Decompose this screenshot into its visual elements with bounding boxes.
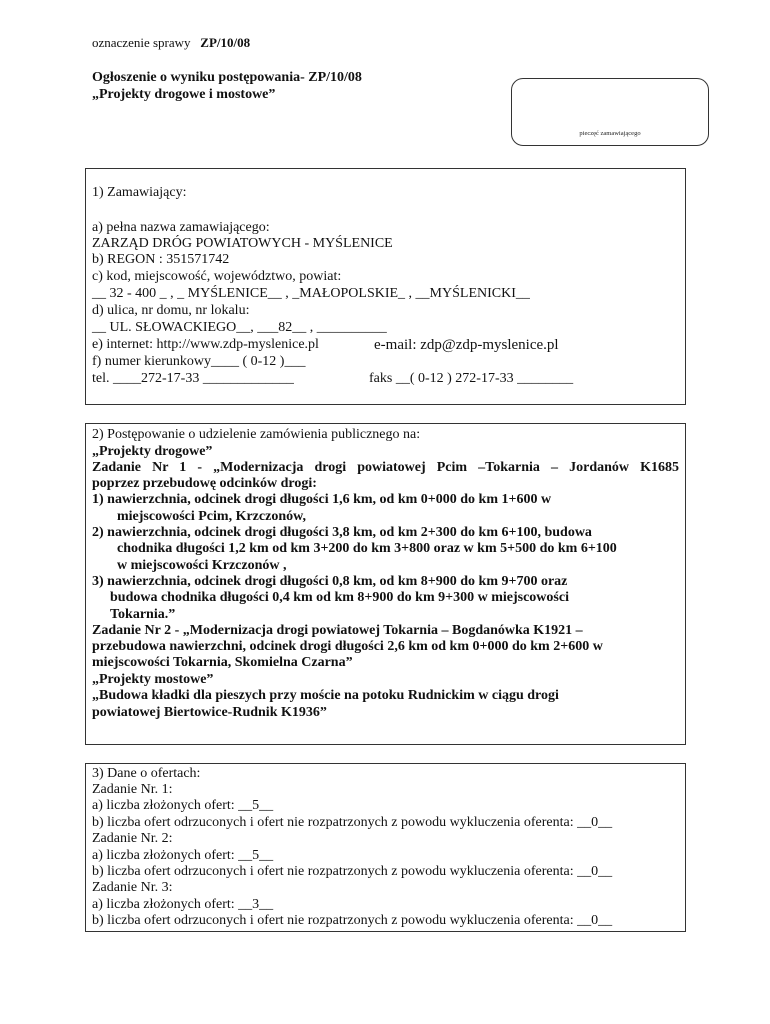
full-name-value: ZARZĄD DRÓG POWIATOWYCH - MYŚLENICE (92, 236, 393, 251)
address-label: c) kod, miejscowość, województwo, powiat: (92, 269, 342, 284)
stamp-box (511, 78, 709, 146)
section3-heading: 3) Dane o ofertach: (92, 766, 201, 781)
street-label: d) ulica, nr domu, nr lokalu: (92, 303, 250, 318)
offers-line: b) liczba ofert odrzuconych i ofert nie rozpatrzonych z powodu wykluczenia oferenta: __0__ (92, 913, 613, 928)
procedure-line: Zadanie Nr 1 - „Modernizacja drogi powiatowej Pcim –Tokarnia – Jordanów K1685 (92, 460, 679, 475)
procedure-line: w miejscowości Krzczonów , (117, 558, 287, 573)
document-title (92, 69, 362, 103)
procedure-line: chodnika długości 1,2 km od km 3+200 do km 3+800 oraz w km 5+500 do km 6+100 (117, 541, 617, 556)
section1-heading: 1) Zamawiający: (92, 185, 187, 200)
fax-line: faks __( 0-12 ) 272-17-33 ________ (369, 371, 574, 386)
procedure-line: miejscowości Tokarnia, Skomielna Czarna” (92, 655, 353, 670)
case-reference (92, 35, 250, 51)
procedure-line: powiatowej Biertowice-Rudnik K1936” (92, 705, 327, 720)
section-contracting-authority (85, 168, 686, 405)
procedure-line: „Budowa kładki dla pieszych przy moście na potoku Rudnickim w ciągu drogi (92, 688, 559, 703)
procedure-line: Tokarnia.” (110, 607, 176, 622)
procedure-line: poprzez przebudowę odcinków drogi: (92, 476, 317, 491)
offers-line: a) liczba złożonych ofert: __5__ (92, 798, 274, 813)
procedure-line: 1) nawierzchnia, odcinek drogi długości 1,6 km, od km 0+000 do km 1+600 w (92, 492, 552, 507)
section-procedure (85, 423, 686, 745)
stamp-label: pieczęć zamawiającego (579, 130, 641, 137)
procedure-line: miejscowości Pcim, Krzczonów, (117, 509, 306, 524)
offers-line: a) liczba złożonych ofert: __5__ (92, 848, 274, 863)
title-line-2: „Projekty drogowe i mostowe” (92, 87, 276, 102)
procedure-line: „Projekty drogowe” (92, 444, 213, 459)
procedure-line: 3) nawierzchnia, odcinek drogi długości 0,8 km, od km 8+900 do km 9+700 oraz (92, 574, 568, 589)
telephone-line: tel. ____272-17-33 _____________ (92, 371, 294, 386)
email-line: e-mail: zdp@zdp-myslenice.pl (374, 337, 559, 353)
procedure-line: przebudowa nawierzchni, odcinek drogi długości 2,6 km od km 0+000 do km 2+600 w (92, 639, 603, 654)
procedure-line: Zadanie Nr 2 - „Modernizacja drogi powiatowej Tokarnia – Bogdanówka K1921 – (92, 623, 583, 638)
case-reference-code: ZP/10/08 (200, 35, 251, 50)
regon-line: b) REGON : 351571742 (92, 252, 230, 267)
procedure-line: budowa chodnika długości 0,4 km od km 8+900 do km 9+300 w miejscowości (110, 590, 569, 605)
procedure-line: 2) nawierzchnia, odcinek drogi długości 3,8 km, od km 2+300 do km 6+100, budowa (92, 525, 592, 540)
full-name-label: a) pełna nazwa zamawiającego: (92, 220, 270, 235)
offers-line: Zadanie Nr. 2: (92, 831, 173, 846)
procedure-line: „Projekty mostowe” (92, 672, 214, 687)
area-code-line: f) numer kierunkowy____ ( 0-12 )___ (92, 354, 306, 369)
address-value: __ 32 - 400 _ , _ MYŚLENICE__ , _MAŁOPOLSKIE_ , __MYŚLENICKI__ (92, 286, 530, 301)
offers-line: Zadanie Nr. 1: (92, 782, 173, 797)
offers-line: b) liczba ofert odrzuconych i ofert nie rozpatrzonych z powodu wykluczenia oferenta: __0__ (92, 815, 613, 830)
internet-line: e) internet: http://www.zdp-myslenice.pl (92, 337, 319, 352)
case-reference-label: oznaczenie sprawy (92, 35, 191, 50)
offers-line: a) liczba złożonych ofert: __3__ (92, 897, 274, 912)
section-offers (85, 763, 686, 932)
offers-line: b) liczba ofert odrzuconych i ofert nie rozpatrzonych z powodu wykluczenia oferenta: __0__ (92, 864, 613, 879)
title-line-1: Ogłoszenie o wyniku postępowania- ZP/10/08 (92, 70, 362, 85)
offers-line: Zadanie Nr. 3: (92, 880, 173, 895)
street-value: __ UL. SŁOWACKIEGO__, ___82__ , __________ (92, 320, 387, 335)
section2-heading: 2) Postępowanie o udzielenie zamówienia publicznego na: (92, 427, 421, 442)
